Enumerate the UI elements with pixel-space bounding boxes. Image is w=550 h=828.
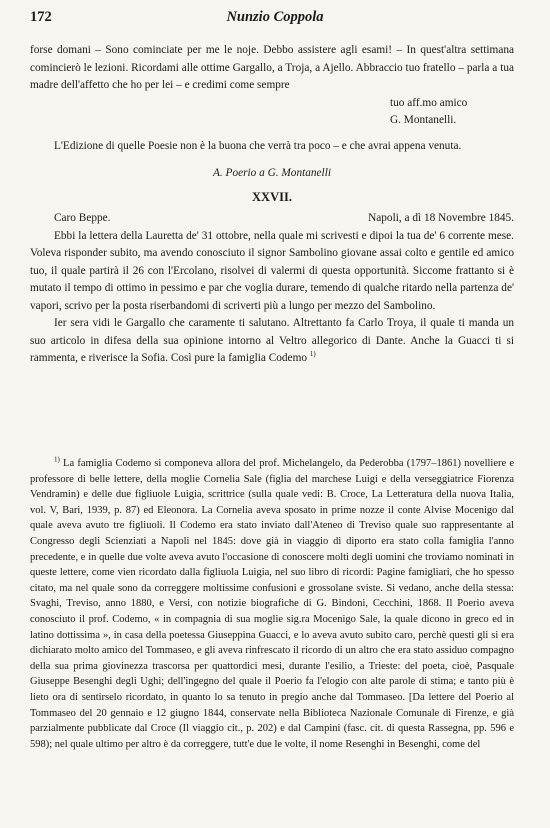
letter-paragraph: Ebbi la lettera della Lauretta de' 31 ottobre, nella quale mi scrivesti e dipoi la tua de' 6 corrente mese. Voleva risponder subito, ma avendo conosciuto il signor Sambolino giovane assai colto e gentile ed amico tuo, il quale partirà il 26 con l'Ercolano, risolvei di valermi di questa opportunità. Siccome frattanto si è mutato il tempo di ottimo in pessimo e par che voglia durare, temendo di qualche ritardo nella partenza de' vapori, scrivo per la posta riserbandomi di scriverti più a lungo per mezzo del Sambolino. [30,229,514,312]
footnote-body: La famiglia Codemo si componeva allora del prof. Michelangelo, da Pederobba (1797–1861) novelliere e professore di belle lettere, della moglie Cornelia Sale (figlia del marchese Luigi e della verseggiatrice Fiorenza Vendramin) e delle due figliuole Luigia, scrittrice (sulla quale vedi: B. Croce, La Letteratura della nuova Italia, vol. V, Bari, 1939, p. 87) ed Eleonora. La Cornelia aveva sposato in prime nozze il conte Alvise Mocenigo dal quale aveva avuto tre figliuoli. Il Codemo era stato inviato dall'Ateneo di Treviso quale suo rappresentante al Congresso degli Scienziati a Napoli nel 1845: dove già in viaggio di diporto era stato colla famiglia l'anno precedente, e in quelle due volte aveva avuto l'occasione di conoscere molti degli uomini che troviamo nominati in queste lettere, come vien ricordato dalla figliuola Luigia, nel suo libro di ricordi: Pagine famigliari, che ho spesso citato, ma nel quale sono da correggere moltissime confusioni e grossolane sviste. Si vedano, anche della stessa: Svaghi, Treviso, anno 1880, e Versi, con notizie biografiche di G. Bindoni, Cecchini, 1868. Il Poerio aveva conosciuto il prof. Codemo, « in compagnia di sua moglie sig.ra Mocenigo Sale, la quale dicono in greco ed in latino dottissima », in casa della poetessa Giuseppina Guacci, e lo aveva avuto subito caro, perchè questi gli si era dichiarato molto amico del Tommaseo, e gli aveva rinfrescato il ricordo di un altro che era stato assiduo compagno della sua prima giovinezza trascorsa per quattordici mesi, durante l'esilio, a Trieste: del poeta, cioè, Pasquale Giuseppe Besenghi degli Ughi; dell'ingegno del quale il Poerio fa l'elogio con alte parole di stima; e tanto più è lieto ora di sentirselo ricordato, in quanto lo sa tenuto in pregio anche dal Tommaseo. [Da lettere del Poerio al Tommaseo del 20 gennaio e 12 giugno 1844, conservate nella Biblioteca Nazionale Comunale di Firenze, e già parzialmente pubblicate dal Croce (Il viaggio cit., p. 202) e dal Campini (fasc. cit. di questa Rassegna, pp. 596 e 598); nel quale ultimo per altro è da correggere, tutt'e due le volte, il nome Resenghi in Besenghi, come del [30,458,515,750]
dateline [30,210,514,228]
running-title: Nunzio Coppola [226,9,324,25]
main-text [30,42,514,368]
editorial-note: L'Edizione di quelle Poesie non è la buona che verrà tra poco – e che avrai appena venuta. [54,139,462,152]
place-date: Napoli, a dì 18 Novembre 1845. [368,212,514,224]
running-header [30,7,520,29]
footnote-mark: 1) [54,455,60,464]
previous-letter-ending: forse domani – Sono cominciate per me le noje. Debbo assistere agli esami! – In quest'altra settimana comincierò le lezioni. Ricordami alle ottime Gargallo, a Troja, a Ajello. Abbraccio tuo fratello – parla a tua madre dell'affetto che ho per lei – e credimi come sempre [30,44,514,91]
salutation: Caro Beppe. [54,212,111,224]
closing-line: tuo aff.mo amico [390,96,468,109]
letter-heading: A. Poerio a G. Montanelli [213,167,331,179]
page-number: 172 [30,9,52,25]
footnote-text [30,456,514,752]
footnote [30,456,514,752]
paragraph-text: Ier sera vidi le Gargallo che caramente ti salutano. Altrettanto fa Carlo Troya, il quale ti manda un suo articolo in difesa della sua opinione intorno al Veltro allegorico di Dante. Anche la Guacci ti si rammenta, e riverisce la Sofia. Così pure la famiglia Codemo [30,317,514,364]
letter-paragraph [30,315,514,368]
signature: G. Montanelli. [390,114,457,126]
footnote-reference: 1) [309,350,316,359]
letter-number: XXVII. [252,189,292,204]
